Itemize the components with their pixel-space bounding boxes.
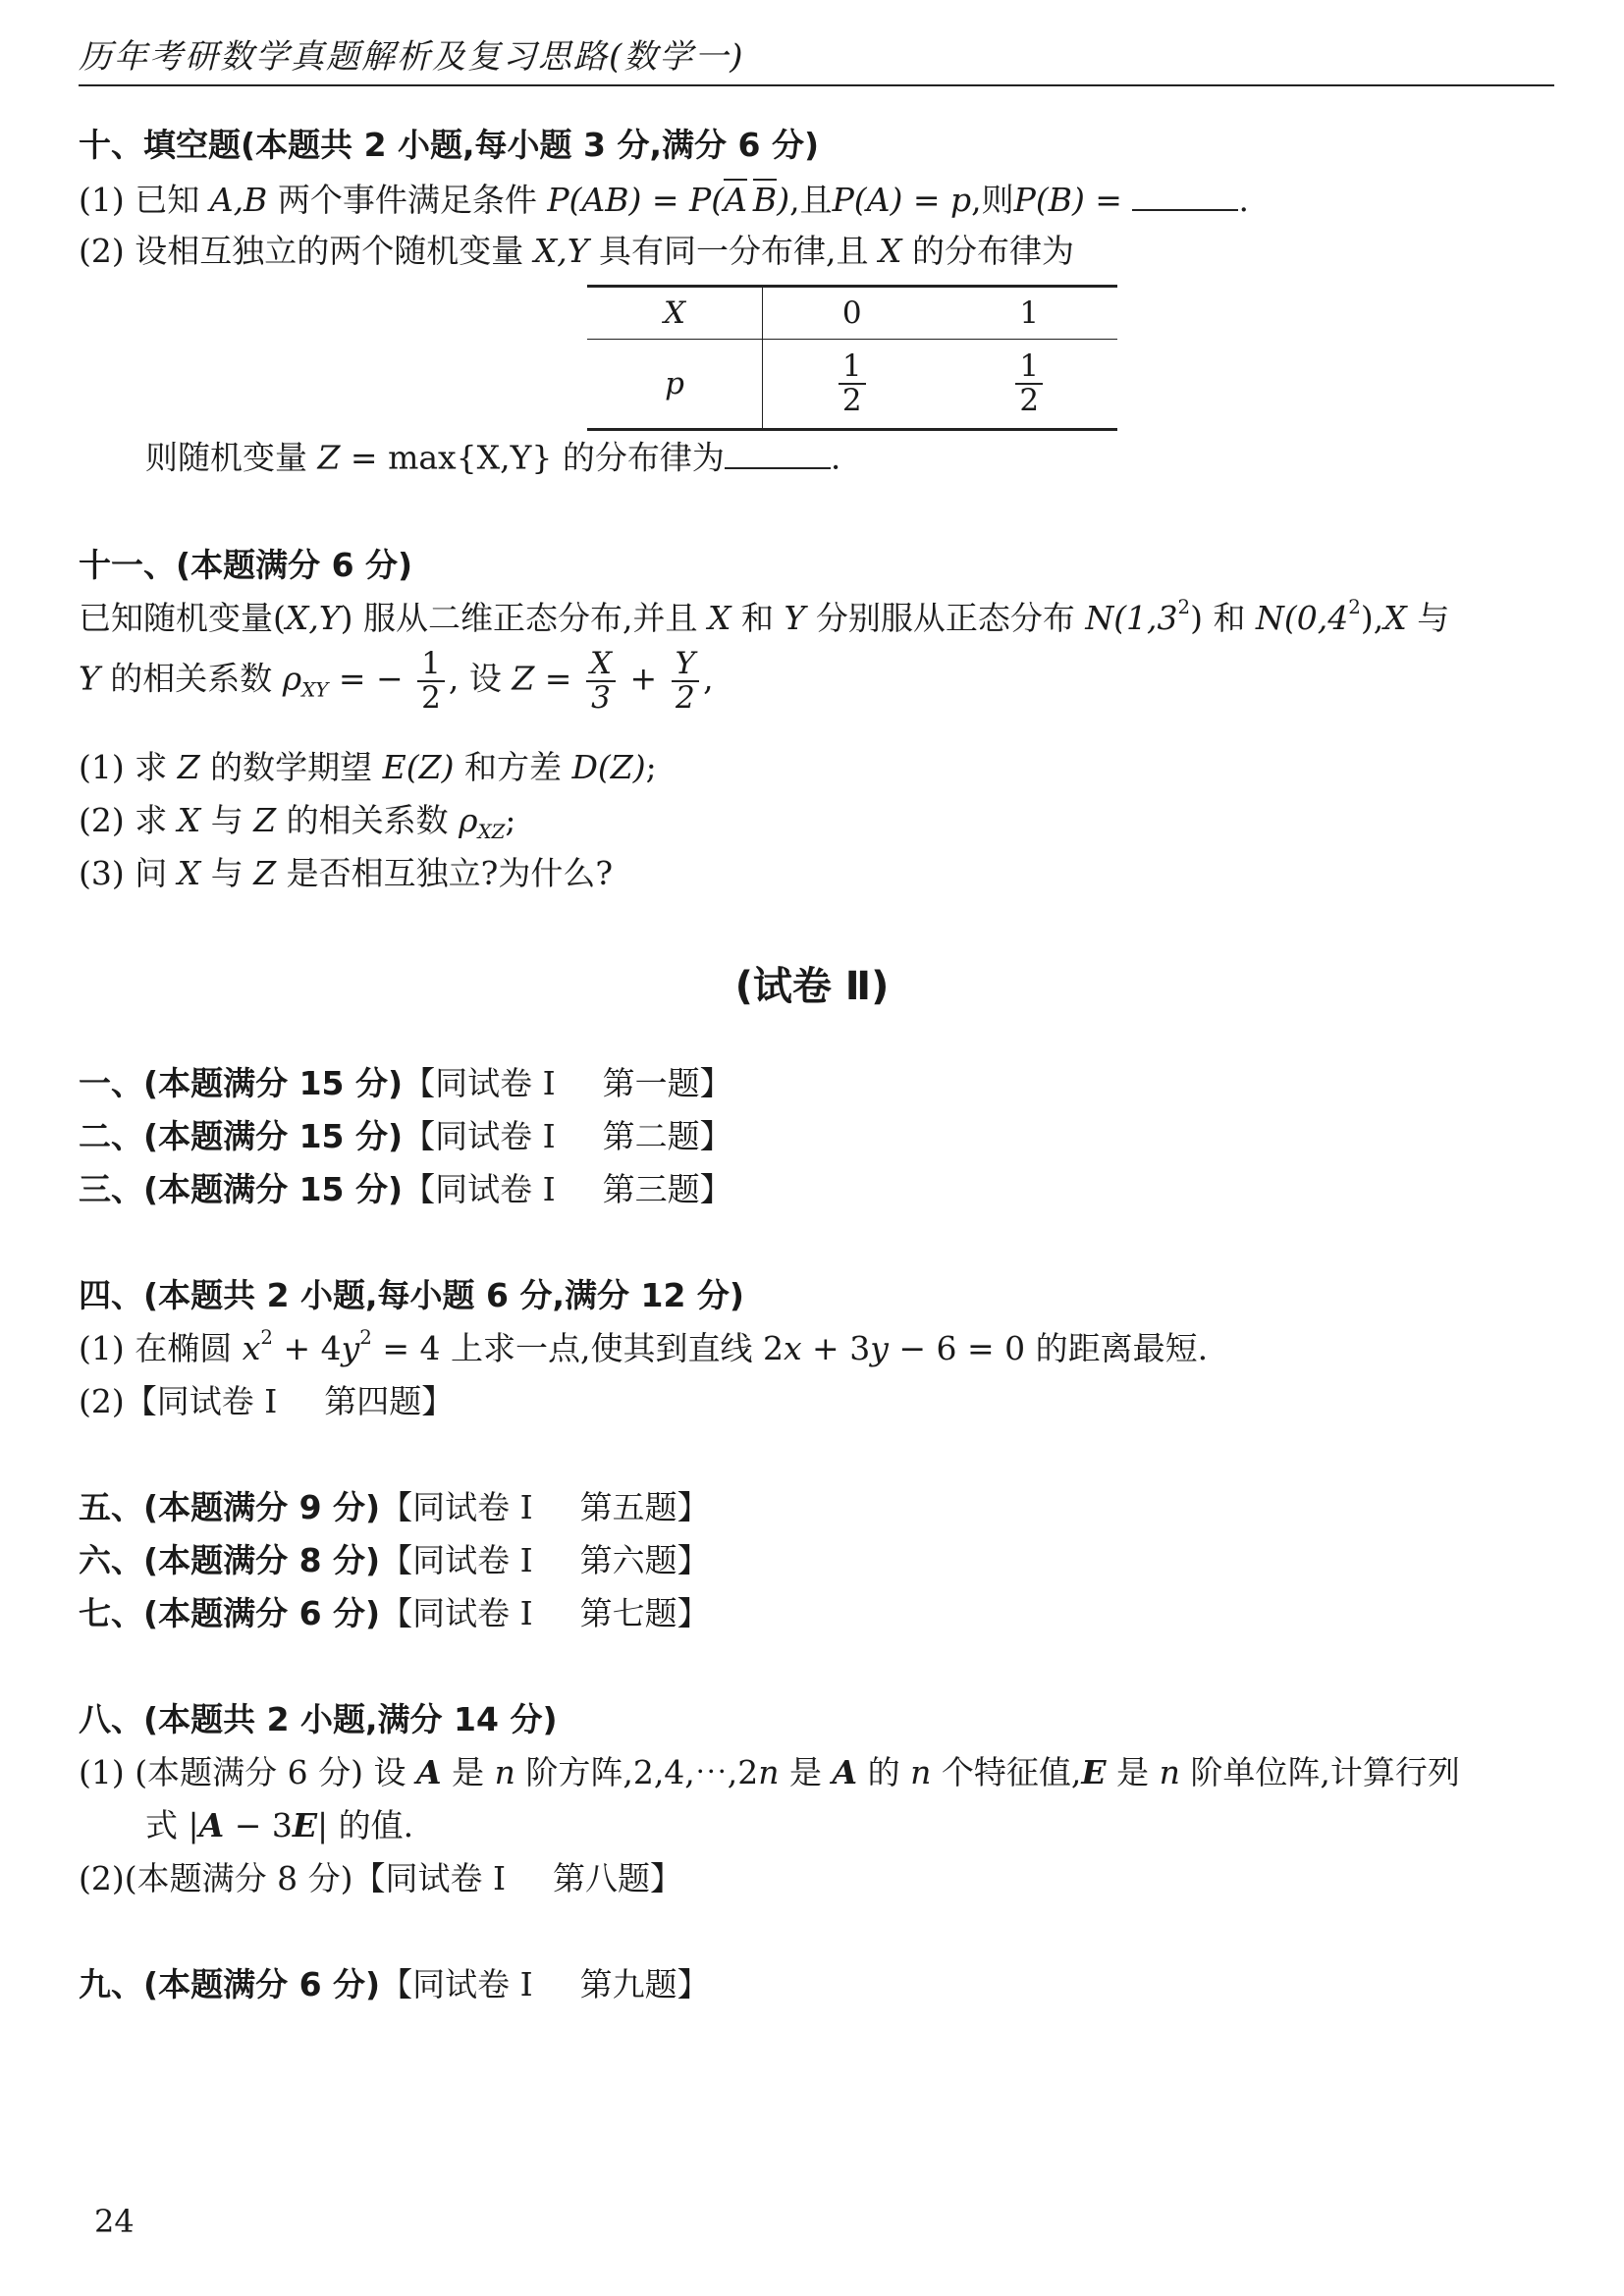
q10-then-b: = max{X,Y} [340, 438, 553, 477]
q10-part2 [79, 232, 1074, 271]
q11-text: , 设 [448, 659, 502, 698]
question-text: 阶方阵,2,4,⋯,2 [525, 1753, 759, 1791]
table-cell [942, 340, 1118, 430]
q10-p1-abar: A [724, 181, 747, 219]
matrix-var: E [292, 1806, 318, 1844]
math-var: y [870, 1329, 889, 1367]
fraction-numerator: X [586, 648, 616, 682]
q11-text: (1) 求 [79, 748, 168, 786]
q10-p1-bbar: B [752, 181, 778, 219]
fraction [839, 350, 866, 416]
question-text: − 6 = 0 的距离最短. [888, 1329, 1209, 1367]
question-reference: 【同试卷 Ⅰ [380, 1965, 533, 2003]
question-reference-item: 第四题】 [324, 1382, 455, 1420]
p2-q4-part1 [79, 1326, 1209, 1368]
math-sup: 2 [260, 1326, 273, 1350]
question-text: (1) 在椭圆 [79, 1329, 233, 1367]
math-var: n [910, 1753, 932, 1791]
question-heading: 九、(本题满分 6 分) [79, 1965, 381, 2003]
q10-p2-text-b: 具有同一分布律,且 [599, 232, 869, 270]
section-title: (试卷 Ⅱ) [734, 964, 890, 1009]
q10-p1-eq: = P( [641, 181, 725, 219]
q11-var: Y [79, 659, 100, 698]
q11-text: 的相关系数 [110, 659, 273, 698]
table-cell: 1 [942, 287, 1118, 340]
table-row [587, 340, 1117, 430]
q11-text: (3) 问 [79, 854, 168, 892]
answer-blank [725, 438, 831, 469]
question-text: + 3 [801, 1329, 871, 1367]
q11-line2 [79, 648, 714, 714]
q11-heading: 十一、(本题满分 6 分) [79, 546, 413, 584]
q10-p2-text-a: (2) 设相互独立的两个随机变量 [79, 232, 524, 270]
q10-p1-mid: 两个事件满足条件 [277, 181, 537, 219]
question-text: + 4 [272, 1329, 342, 1367]
question-heading: 一、(本题满分 15 分) [79, 1064, 404, 1102]
q11-text: 和方差 [463, 748, 562, 786]
q11-var: Z [253, 854, 277, 892]
table-cell [763, 340, 942, 430]
q10-p1-lhs: P(AB) [547, 181, 642, 219]
q11-text: 的相关系数 [286, 801, 449, 839]
q11-var: Z [253, 801, 277, 839]
fraction [586, 648, 616, 714]
question-heading: 二、(本题满分 15 分) [79, 1117, 404, 1155]
q11-normal-1: N(1,3 [1085, 599, 1178, 637]
question-text: 个特征值, [941, 1753, 1082, 1791]
q10-p2-text-c: 的分布律为 [912, 232, 1075, 270]
table-cell: 0 [763, 287, 942, 340]
p2-q2 [79, 1117, 732, 1156]
q11-variance: D(Z) [571, 748, 646, 786]
question-reference-item: 第二题】 [602, 1117, 732, 1155]
question-text: (1) (本题满分 6 分) 设 [79, 1753, 406, 1791]
p2-q8-heading: 八、(本题共 2 小题,满分 14 分) [79, 1700, 558, 1738]
p2-q5 [79, 1488, 710, 1527]
question-reference: 【同试卷 Ⅰ [403, 1170, 556, 1208]
fraction [672, 648, 699, 714]
q11-text: = − [328, 659, 404, 698]
p2-q8-part1 [79, 1753, 1460, 1792]
question-heading: 六、(本题满分 8 分) [79, 1541, 381, 1579]
p2-q6 [79, 1541, 710, 1580]
question-reference: (2)【同试卷 Ⅰ [79, 1382, 278, 1420]
q11-text: 与 [210, 854, 244, 892]
question-reference-item: 第八题】 [553, 1859, 682, 1897]
q10-p1-prefix: (1) 已知 [79, 181, 200, 219]
math-var: n [758, 1753, 780, 1791]
question-reference-item: 第五题】 [579, 1488, 710, 1526]
math-var: x [242, 1329, 261, 1367]
math-var: x [783, 1329, 802, 1367]
question-reference: 【同试卷 Ⅰ [380, 1594, 533, 1632]
q11-text: ) 和 [1190, 599, 1246, 637]
answer-blank [1132, 180, 1238, 211]
q10-then-c: 的分布律为 [552, 438, 725, 477]
q10-p1-pb: P(B) = [1013, 181, 1122, 219]
matrix-var: E [1081, 1753, 1107, 1791]
q11-var: X,Y [285, 599, 341, 637]
q10-heading: 十、填空题(本题共 2 小题,每小题 3 分,满分 6 分) [79, 126, 820, 164]
q10-p1-close: ) [777, 181, 790, 219]
fraction-numerator: 1 [1015, 350, 1043, 385]
p2-q9 [79, 1965, 710, 2004]
matrix-var: A [832, 1753, 858, 1791]
question-reference: 【同试卷 Ⅰ [403, 1064, 556, 1102]
p2-q4-heading: 四、(本题共 2 小题,每小题 6 分,满分 12 分) [79, 1276, 745, 1314]
page-number: 24 [94, 2203, 135, 2240]
fraction-denominator: 2 [421, 679, 441, 716]
q11-text: 已知随机变量( [79, 599, 286, 637]
q10-p1-vars: A,B [209, 181, 268, 219]
question-text: 的 [867, 1753, 900, 1791]
q11-sub3 [79, 854, 613, 893]
q11-text: 和 [741, 599, 775, 637]
p2-q4-part2 [79, 1382, 454, 1421]
question-heading: 五、(本题满分 9 分) [79, 1488, 381, 1526]
rho-subscript: XY [301, 678, 329, 702]
question-text: | 的值. [317, 1806, 414, 1844]
question-text: = 4 上求一点,使其到直线 2 [371, 1329, 784, 1367]
fraction [417, 648, 445, 714]
q10-p1-cond: ,且 [789, 181, 833, 219]
question-heading: 三、(本题满分 15 分) [79, 1170, 404, 1208]
fraction-denominator: 2 [841, 383, 862, 418]
question-heading: 七、(本题满分 6 分) [79, 1594, 381, 1632]
table-head-x: X [587, 287, 763, 340]
rho-subscript: XZ [477, 820, 506, 843]
q11-var: X [1383, 599, 1407, 637]
fraction-denominator: 3 [591, 679, 611, 716]
fraction-numerator: 1 [417, 648, 445, 682]
math-var: n [494, 1753, 515, 1791]
q10-p2-vars: X,Y [533, 232, 589, 270]
question-reference-item: 第七题】 [579, 1594, 710, 1632]
q11-text: 分别服从正态分布 [815, 599, 1075, 637]
q11-var: X [708, 599, 731, 637]
q11-var: Z [177, 748, 200, 786]
q11-text: + [629, 659, 658, 698]
q11-var: X [177, 801, 201, 839]
rho-symbol: ρ [459, 801, 478, 839]
q11-var: X [177, 854, 201, 892]
q11-text: , [703, 659, 714, 698]
question-text: 是 [789, 1753, 823, 1791]
q11-text: = [534, 659, 572, 698]
matrix-var: A [198, 1806, 225, 1844]
header-rule [79, 84, 1554, 86]
q11-text: ; [645, 748, 657, 786]
question-reference: 【同试卷 Ⅰ [403, 1117, 556, 1155]
question-reference-item: 第九题】 [579, 1965, 710, 2003]
q11-sup: 2 [1177, 596, 1191, 619]
q11-text: ) 服从二维正态分布,并且 [340, 599, 698, 637]
p2-q8-part1-cont [145, 1806, 413, 1845]
fraction-denominator: 2 [1019, 383, 1040, 418]
math-var: y [341, 1329, 360, 1367]
q11-normal-2: N(0,4 [1256, 599, 1349, 637]
q11-text: 是否相互独立?为什么? [286, 854, 614, 892]
question-reference-item: 第三题】 [602, 1170, 732, 1208]
question-reference: 【同试卷 Ⅰ [380, 1488, 533, 1526]
q11-expectation: E(Z) [382, 748, 455, 786]
question-text: 是 [452, 1753, 485, 1791]
q11-text: 的数学期望 [210, 748, 373, 786]
rho-symbol: ρ [282, 659, 302, 698]
q10-p1-then: ,则 [971, 181, 1014, 219]
q11-text: 与 [210, 801, 244, 839]
table-row [587, 287, 1117, 340]
q11-text: (2) 求 [79, 801, 168, 839]
question-reference: 【同试卷 Ⅰ [380, 1541, 533, 1579]
table-head-p: p [587, 340, 763, 430]
q10-part1: (1) 已知 A,B 两个事件满足条件 P(AB) = P(A B),且P(A) = p,则P(B) = . [79, 181, 1249, 219]
q11-text: ), [1360, 599, 1384, 637]
distribution-table [587, 285, 1117, 431]
q11-var: Y [784, 599, 806, 637]
q10-z: Z [317, 438, 341, 477]
q10-then-a: 则随机变量 [145, 438, 307, 477]
q11-sub1 [79, 748, 657, 787]
fraction-numerator: Y [672, 648, 699, 682]
math-sup: 2 [359, 1326, 372, 1350]
q11-sup: 2 [1348, 596, 1361, 619]
question-reference: (2)(本题满分 8 分)【同试卷 Ⅰ [79, 1859, 506, 1897]
q11-text: 与 [1417, 599, 1450, 637]
fraction-denominator: 2 [676, 679, 695, 716]
question-text: 是 [1116, 1753, 1150, 1791]
p2-q8-part2 [79, 1859, 682, 1898]
q11-line1 [79, 596, 1450, 638]
q10-p1-pa: P(A) = p [832, 181, 972, 219]
q11-sub2 [79, 801, 516, 843]
q10-p2-x: X [879, 232, 902, 270]
fraction-numerator: 1 [839, 350, 866, 385]
question-reference-item: 第六题】 [579, 1541, 710, 1579]
p2-q3 [79, 1170, 732, 1209]
q11-var: Z [512, 659, 535, 698]
math-var: n [1159, 1753, 1180, 1791]
q10-part2-then: 则随机变量 Z = max{X,Y} 的分布律为 . [145, 438, 841, 477]
question-text: 式 | [145, 1806, 199, 1844]
p2-q1 [79, 1064, 732, 1103]
question-text: 阶单位阵,计算行列 [1190, 1753, 1460, 1791]
p2-q7 [79, 1594, 710, 1633]
fraction [1015, 350, 1043, 416]
matrix-var: A [415, 1753, 442, 1791]
question-reference-item: 第一题】 [602, 1064, 732, 1102]
question-text: − 3 [224, 1806, 293, 1844]
running-header: 历年考研数学真题解析及复习思路(数学一) [79, 37, 745, 77]
q11-text: ; [505, 801, 516, 839]
